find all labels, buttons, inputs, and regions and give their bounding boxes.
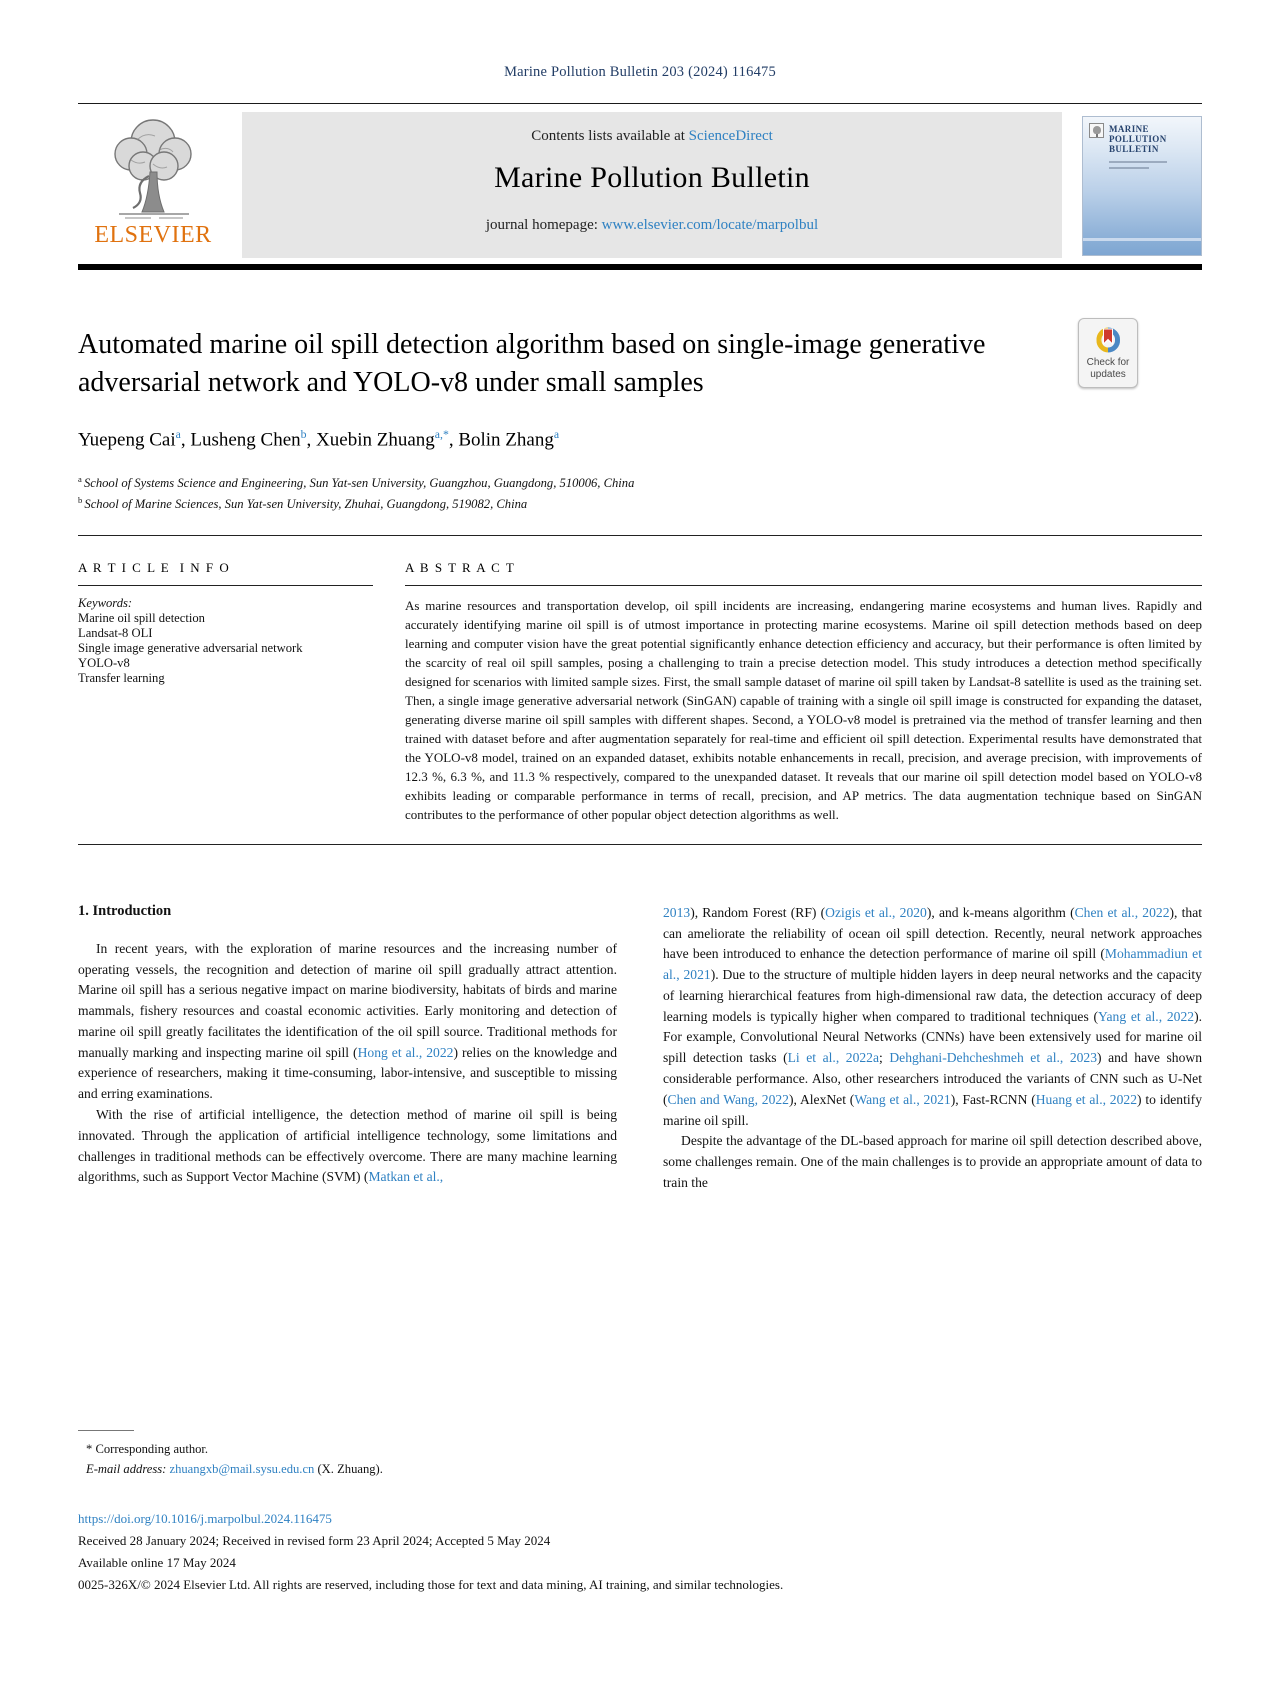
email-line: E-mail address: zhuangxb@mail.sysu.edu.cn (X. Zhuang). (86, 1462, 383, 1476)
inline-link[interactable]: Wang et al., 2021 (854, 1091, 951, 1107)
inline-link[interactable]: Ozigis et al., 2020 (825, 904, 927, 920)
keyword-item: YOLO-v8 (78, 655, 130, 670)
article-title: Automated marine oil spill detection algorithm based on single-image generative adversarial network and YOLO-v8 under small samples (78, 329, 986, 398)
article-info-rule (78, 585, 373, 586)
cover-title: MARINE POLLUTION BULLETIN (1109, 124, 1167, 154)
intro-paragraph-3: 2013), Random Forest (RF) (Ozigis et al., 2020), and k-means algorithm (Chen et al., 2022), that can ameliorate the reliability of ocean oil spill detection. Recently, neural network approaches have been introduced to enhance the detection performance of marine oil spill (Mohammadiun et al., 2021). Due to the structure of multiple hidden layers in deep neural networks and the capacity of learning hierarchical features from high-dimensional raw data, the detection accuracy of deep learning models is typically higher when compared to traditional techniques (Yang et al., 2022). For example, Convolutional Neural Networks (CNNs) have been extensively used for marine oil spill detection tasks (Li et al., 2022a; Dehghani-Dehcheshmeh et al., 2023) and have shown considerable performance. Also, other researchers introduced the variants of CNN such as U-Net (Chen and Wang, 2022), AlexNet (Wang et al., 2021), Fast-RCNN (Huang et al., 2022) to identify marine oil spill. (663, 904, 1203, 1128)
abstract-rule (405, 585, 1202, 586)
info-abstract-section (78, 560, 1202, 824)
keyword-item: Landsat-8 OLI (78, 625, 153, 640)
article-info-column (78, 560, 373, 824)
inline-link[interactable]: Mohammadiun et al., 2021 (663, 946, 1202, 983)
check-badge-line2: updates (1090, 369, 1126, 380)
masthead-rule (78, 264, 1202, 270)
inline-link[interactable]: a,* (434, 428, 449, 441)
check-for-updates-icon (1091, 324, 1125, 356)
inline-link[interactable]: Hong et al., 2022 (357, 1044, 454, 1060)
cover-logo-icon (1089, 123, 1104, 138)
journal-title: Marine Pollution Bulletin (494, 161, 810, 194)
inline-link[interactable]: 2013 (663, 904, 691, 920)
journal-banner (242, 112, 1062, 258)
corresponding-author-line: * Corresponding author. (86, 1442, 209, 1456)
journal-cover-thumbnail[interactable] (1082, 116, 1202, 256)
inline-link[interactable]: b (300, 428, 307, 441)
journal-citation-header: Marine Pollution Bulletin 203 (2024) 116475 (504, 64, 776, 80)
authors-line: Yuepeng Cai$^a$, Lusheng Chen$^b$, Xuebin Zhuang$^{a,*}$, Bolin Zhang$^a$ (78, 428, 560, 451)
inline-link[interactable]: Matkan et al., (368, 1169, 444, 1185)
journal-homepage-line: journal homepage: www.elsevier.com/locate/marpolbul (485, 217, 819, 233)
contents-lists-line: Contents lists available at ScienceDirect (531, 128, 773, 144)
cover-decoration-bar (1109, 167, 1149, 169)
keywords-label: Keywords: (78, 595, 133, 610)
inline-link[interactable]: zhuangxb@mail.sysu.edu.cn (169, 1462, 315, 1476)
keyword-item: Single image generative adversarial network (78, 640, 303, 655)
inline-link[interactable]: ScienceDirect (688, 128, 773, 144)
intro-paragraph-4: Despite the advantage of the DL-based approach for marine oil spill detection described above, some challenges remain. One of the main challenges is to provide an appropriate amount of data to train the (663, 1133, 1202, 1191)
abstract-text: As marine resources and transportation develop, oil spill incidents are increasing, endangering marine ecosystems and human lives. Rapidly and accurately identifying marine oil spill is of utmost importance in protecting marine ecosystems. Marine oil spill detection methods based on deep learning and computer vision have the great potential significantly enhance detection efficiency and accuracy, but their performance is often limited by the scarcity of real oil spill samples, posing a challenging to train a precise detection model. This study introduces a detection method specifically designed for scenarios with limited sample sizes. First, the small sample dataset of marine oil spill taken by Landsat-8 satellite is used as the training set. Then, a single image generative adversarial network (SinGAN) capable of training with a single oil spill image is constructed for expanding the dataset, generating diverse marine oil spill samples with different shapes. Second, a YOLO-v8 model is pretrained via the method of transfer learning and then trained with dataset before and after augmentation separately for real-time and efficient oil spill detection. Experimental results have demonstrated that the YOLO-v8 model, trained on an expanded dataset, exhibits notable enhancements in recall, precision, and average precision, with improvements of 12.3 %, 6.3 %, and 11.3 % respectively, compared to the unexpanded dataset. It reveals that our marine oil spill detection model based on YOLO-v8 exhibits leading or comparable performance in terms of recall, precision, and AP metrics. The data augmentation technique based on SinGAN contributes to the performance of other popular object detection algorithms as well. (405, 597, 1202, 822)
check-badge-line1: Check for (1086, 357, 1130, 368)
inline-link[interactable]: a (553, 428, 560, 441)
affiliations (78, 471, 1202, 512)
inline-link[interactable]: www.elsevier.com/locate/marpolbul (601, 217, 819, 233)
introduction-section (78, 903, 1202, 1194)
title-block-rule (78, 535, 1202, 536)
abstract-heading: A B S T R A C T (405, 559, 516, 575)
right-column (663, 903, 1202, 1194)
keyword-item: Marine oil spill detection (78, 610, 205, 625)
affiliation-b: $^b$ School of Marine Sciences, Sun Yat-sen University, Zhuhai, Guangdong, 519082, China (78, 495, 528, 512)
inline-link[interactable]: Chen et al., 2022 (1074, 904, 1170, 920)
inline-link[interactable]: Huang et al., 2022 (1035, 1091, 1137, 1107)
corresponding-author-footnote (78, 1430, 638, 1479)
copyright-line: 0025-326X/© 2024 Elsevier Ltd. All rights are reserved, including those for text and data mining, AI training, and similar technologies. (78, 1577, 784, 1592)
available-online-line: Available online 17 May 2024 (78, 1555, 236, 1570)
keyword-item: Transfer learning (78, 670, 165, 685)
elsevier-wordmark: ELSEVIER (94, 222, 212, 248)
intro-paragraph-1: In recent years, with the exploration of marine resources and the increasing number of operating vessels, the recognition and detection of marine oil spill gradually attract attention. Marine oil spill has a serious negative impact on marine biodiversity, habitats of birds and marine mammals, fishery resources and coastal economic activities. Early monitoring and detection of marine oil spill greatly facilitates the identification of the oil spill source. Traditional methods for manually marking and inspecting marine oil spill (Hong et al., 2022) relies on the knowledge and experience of researchers, making it time-consuming, labor-intensive, and susceptible to missing and erring examinations. (78, 940, 617, 1102)
intro-paragraph-2: With the rise of artificial intelligence, the detection method of marine oil spill is being innovated. Through the application of artificial intelligence technology, some limitations and challenges in traditional methods can be effectively overcome. There are many machine learning algorithms, such as Support Vector Machine (SVM) (Matkan et al., (78, 1107, 617, 1185)
left-column (78, 903, 617, 1194)
top-rule (78, 103, 1202, 104)
journal-masthead (78, 112, 1202, 258)
footnote-rule (78, 1430, 134, 1431)
check-for-updates-badge[interactable] (1078, 318, 1138, 388)
cover-decoration-band (1083, 238, 1201, 241)
elsevier-logo (78, 112, 228, 258)
abstract-column (405, 560, 1202, 824)
article-metadata-block (78, 1508, 1202, 1596)
doi-link[interactable]: https://doi.org/10.1016/j.marpolbul.2024.116475 (78, 1511, 332, 1526)
received-dates-line: Received 28 January 2024; Received in revised form 23 April 2024; Accepted 5 May 2024 (78, 1533, 551, 1548)
inline-link[interactable]: a (175, 428, 181, 441)
elsevier-tree-icon (101, 114, 205, 222)
abstract-bottom-rule (78, 844, 1202, 845)
inline-link[interactable]: Li et al., 2022a (787, 1050, 880, 1066)
keywords-block (78, 596, 373, 686)
introduction-heading: 1. Introduction (78, 902, 172, 919)
article-info-heading: A R T I C L E I N F O (78, 559, 231, 575)
inline-link[interactable]: Dehghani-Dehcheshmeh et al., 2023 (889, 1050, 1098, 1066)
affiliation-a: $^a$ School of Systems Science and Engineering, Sun Yat-sen University, Guangzhou, Guangdong, 510006, China (78, 474, 635, 491)
inline-link[interactable]: Chen and Wang, 2022 (667, 1091, 789, 1107)
inline-link[interactable]: Yang et al., 2022 (1098, 1008, 1195, 1024)
keywords-list (78, 611, 373, 686)
cover-decoration-bar (1109, 161, 1167, 163)
